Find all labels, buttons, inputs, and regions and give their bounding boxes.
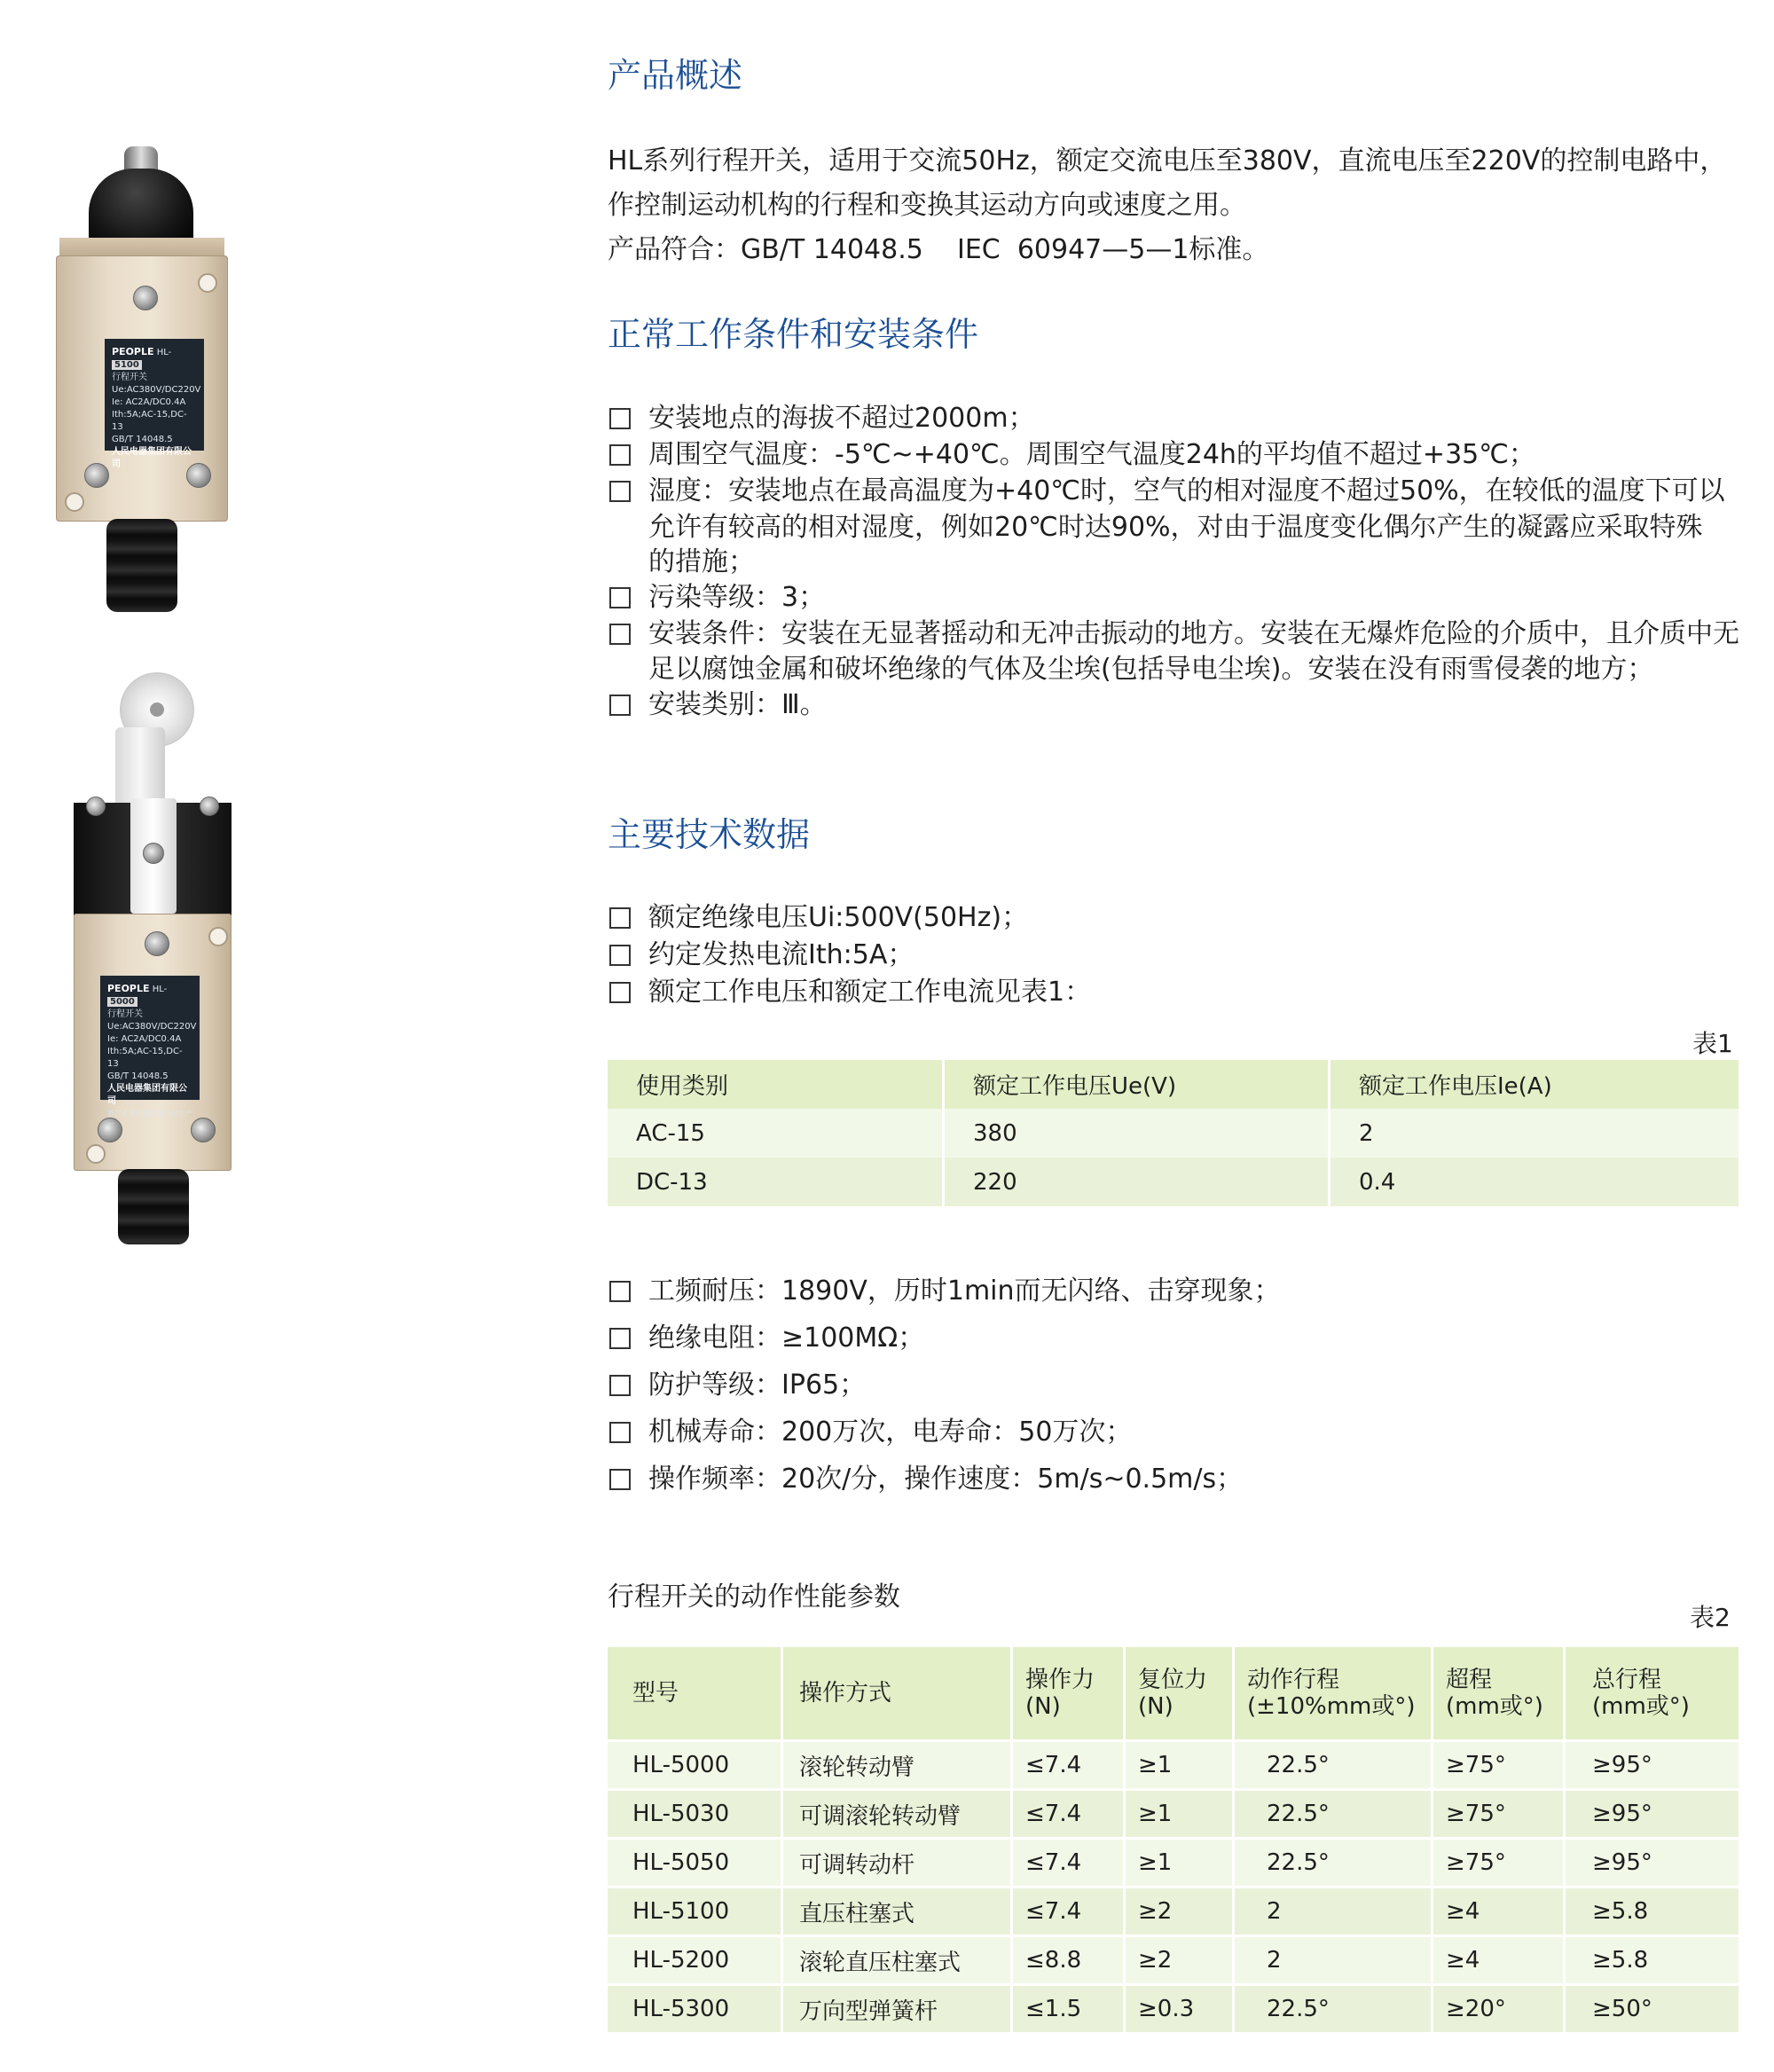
table-cell: ≤7.4 <box>1012 1839 1125 1888</box>
nameplate-line: Ie: AC2A/DC0.4A <box>107 1034 182 1044</box>
table-cell: ≤8.8 <box>1012 1936 1125 1985</box>
condition-text: 安装类别：Ⅲ。 <box>648 689 827 720</box>
condition-text: 的措施； <box>648 546 755 577</box>
table-cell: 22.5° <box>1234 1741 1433 1790</box>
checkbox-bullet <box>609 587 631 608</box>
table-cell: 22.5° <box>1234 1839 1433 1888</box>
condition-text: 允许有较高的相对湿度，例如20℃时达90%，对由于温度变化偶尔产生的凝露应采取特殊 <box>648 512 1703 543</box>
tech-item <box>608 900 1028 936</box>
tech-text: 额定绝缘电压Ui:500V(50Hz)； <box>648 902 1029 933</box>
table-cell: 可调转动杆 <box>782 1839 1012 1888</box>
table-cell: ≥20° <box>1433 1985 1565 2034</box>
header-text: 动作行程 <box>1247 1667 1340 1693</box>
table-header-row <box>608 1060 1739 1109</box>
table-cell: 2 <box>1234 1888 1433 1936</box>
header-text: 操作方式 <box>799 1680 892 1707</box>
table-cell: ≥95° <box>1565 1839 1739 1888</box>
product-image-hl-5000 <box>67 674 244 1251</box>
table-cell: ≥2 <box>1125 1936 1234 1985</box>
header-unit: (N) <box>1025 1693 1061 1720</box>
arm-screw <box>143 843 164 864</box>
table-cell: 2 <box>1330 1109 1739 1158</box>
table-cell: AC-15 <box>608 1109 944 1158</box>
table2-caption: 行程开关的动作性能参数 <box>608 1581 900 1613</box>
table-cell: ≥0.3 <box>1125 1985 1234 2034</box>
table-cell: 滚轮直压柱塞式 <box>782 1936 1012 1985</box>
tech-text: 约定发热电流Ith:5A； <box>648 939 914 970</box>
table-header-cell <box>1125 1647 1234 1741</box>
table-cell: 直压柱塞式 <box>782 1888 1012 1936</box>
checkbox-bullet <box>609 444 631 466</box>
table2-body <box>608 1741 1739 2034</box>
header-text: 操作力 <box>1025 1667 1095 1693</box>
nameplate-line: 行程开关 <box>112 373 147 382</box>
nameplate-line: Ue:AC380V/DC220V <box>112 385 201 395</box>
table-cell: HL-5100 <box>608 1888 782 1936</box>
table-cell: 万向型弹簧杆 <box>782 1985 1012 2034</box>
mount-hole <box>208 927 228 946</box>
table-header-cell <box>782 1647 1012 1741</box>
table-row <box>608 1158 1739 1206</box>
table-cell: ≥75° <box>1433 1790 1565 1839</box>
condition-item <box>608 401 1035 436</box>
table-cell: ≥50° <box>1565 1985 1739 2034</box>
nameplate <box>100 976 200 1130</box>
table1-label: 表1 <box>1692 1029 1733 1058</box>
section-title-overview: 产品概述 <box>608 56 743 95</box>
header-unit: (mm或°) <box>1592 1693 1690 1720</box>
checkbox-bullet <box>609 695 631 716</box>
header-text: 总行程 <box>1592 1667 1662 1693</box>
nameplate-line: 浙江人民电器有限公司生产厂 <box>107 1110 192 1130</box>
table1 <box>608 1060 1739 1206</box>
table-cell: ≥1 <box>1125 1839 1234 1888</box>
table-cell: HL-5000 <box>608 1741 782 1790</box>
mount-hole <box>198 273 217 293</box>
tech-item <box>608 1274 1281 1309</box>
table-cell: ≥4 <box>1433 1888 1565 1936</box>
mount-hole <box>86 1144 106 1164</box>
table-cell: ≥1 <box>1125 1790 1234 1839</box>
table-cell: ≤7.4 <box>1012 1741 1125 1790</box>
table-row <box>608 1936 1739 1985</box>
condition-text: 足以腐蚀金属和破坏绝缘的气体及尘埃(包括导电尘埃)。安装在没有雨雪侵袭的地方； <box>648 654 1654 685</box>
checkbox-bullet <box>609 1422 631 1443</box>
nameplate-line: 人民电器集团有限公司 <box>107 1084 187 1106</box>
overview-line: HL系列行程开关，适用于交流50Hz，额定交流电压至380V，直流电压至220V的控制电路中， <box>608 145 1727 177</box>
table-cell: 22.5° <box>1234 1985 1433 2034</box>
tech-item <box>608 1415 1132 1450</box>
table-cell: HL-5030 <box>608 1790 782 1839</box>
tech-item <box>608 1368 866 1403</box>
nameplate-brand: PEOPLE <box>107 983 150 994</box>
table2 <box>608 1647 1739 2035</box>
tech-item <box>608 1462 1243 1497</box>
table-cell: DC-13 <box>608 1158 944 1206</box>
mount-hole <box>65 492 84 512</box>
product-image-hl-5100 <box>49 142 235 612</box>
checkbox-bullet <box>609 408 631 429</box>
table-header-cell <box>1012 1647 1125 1741</box>
nameplate-model: 5100 <box>112 360 142 370</box>
roller-axle <box>150 702 164 717</box>
table-header-cell: 额定工作电压Ue(V) <box>944 1060 1330 1109</box>
checkbox-bullet <box>609 1375 631 1396</box>
table-cell: ≥5.8 <box>1565 1936 1739 1985</box>
nameplate-line: 行程开关 <box>107 1009 143 1019</box>
condition-text: 安装条件：安装在无显著摇动和无冲击振动的地方。安装在无爆炸危险的介质中，且介质中无 <box>648 618 1739 649</box>
table-cell: ≥5.8 <box>1565 1888 1739 1936</box>
table-cell: 380 <box>944 1109 1330 1158</box>
head-screw <box>200 797 219 816</box>
condition-text: 污染等级：3； <box>648 582 826 613</box>
table-cell: 22.5° <box>1234 1790 1433 1839</box>
table-row <box>608 1109 1739 1158</box>
condition-text: 周围空气温度：-5℃~+40℃。周围空气温度24h的平均值不超过+35℃； <box>648 439 1535 470</box>
head-screw <box>86 797 106 816</box>
nameplate-line: 人民电器集团有限公司 <box>112 447 192 469</box>
table-header-cell: 额定工作电压Ie(A) <box>1330 1060 1739 1109</box>
table-row <box>608 1888 1739 1936</box>
table-cell: ≥75° <box>1433 1741 1565 1790</box>
table-cell: 0.4 <box>1330 1158 1739 1206</box>
tech-item <box>608 938 914 973</box>
table-cell: ≥95° <box>1565 1741 1739 1790</box>
nameplate-line: GB/T 14048.5 <box>107 1071 169 1081</box>
table-cell: HL-5300 <box>608 1985 782 2034</box>
table-cell: HL-5200 <box>608 1936 782 1985</box>
condition-item-continued <box>608 652 1653 687</box>
table-cell: ≥95° <box>1565 1790 1739 1839</box>
checkbox-bullet <box>609 982 631 1003</box>
table-header-cell: 使用类别 <box>608 1060 944 1109</box>
nameplate-line: Ue:AC380V/DC220V <box>107 1022 197 1032</box>
table-row <box>608 1985 1739 2034</box>
nameplate-line: Ith:5A;AC-15,DC-13 <box>107 1047 183 1069</box>
screw <box>84 463 109 488</box>
section-title-tech: 主要技术数据 <box>608 815 811 854</box>
nameplate-line: Ith:5A;AC-15,DC-13 <box>112 410 187 432</box>
tech-text: 工频耐压：1890V，历时1min而无闪络、击穿现象； <box>648 1275 1281 1307</box>
table-cell: ≥4 <box>1433 1936 1565 1985</box>
table-header-cell <box>608 1647 782 1741</box>
table-cell: ≤1.5 <box>1012 1985 1125 2034</box>
header-text: 复位力 <box>1138 1667 1208 1693</box>
nameplate-brand: PEOPLE <box>112 346 154 357</box>
rubber-dome <box>89 169 193 248</box>
nameplate-model-prefix: HL- <box>152 985 168 994</box>
nameplate-line: Ie: AC2A/DC0.4A <box>112 397 186 407</box>
table-header-row <box>608 1647 1739 1741</box>
tech-text: 操作频率：20次/分，操作速度：5m/s~0.5m/s； <box>648 1464 1244 1495</box>
table-cell: ≤7.4 <box>1012 1790 1125 1839</box>
screw <box>191 1118 216 1142</box>
header-text: 型号 <box>632 1680 679 1707</box>
checkbox-bullet <box>609 907 631 929</box>
section-title-conditions: 正常工作条件和安装条件 <box>608 315 979 354</box>
table-row <box>608 1741 1739 1790</box>
table-cell: ≥2 <box>1125 1888 1234 1936</box>
table-header-cell <box>1234 1647 1433 1741</box>
tech-text: 绝缘电阻：≥100MΩ； <box>648 1322 925 1354</box>
tech-item <box>608 975 1091 1010</box>
condition-item <box>608 580 825 616</box>
table-cell: 220 <box>944 1158 1330 1206</box>
tech-text: 额定工作电压和额定工作电流见表1： <box>648 977 1092 1008</box>
table-cell: ≥1 <box>1125 1741 1234 1790</box>
condition-item <box>608 687 827 723</box>
tech-text: 机械寿命：200万次，电寿命：50万次； <box>648 1417 1133 1448</box>
table-cell: ≥75° <box>1433 1839 1565 1888</box>
condition-item-continued <box>608 510 1703 545</box>
header-unit: (mm或°) <box>1446 1693 1543 1720</box>
tech-item <box>608 1321 924 1356</box>
header-unit: (±10%mm或°) <box>1247 1693 1416 1720</box>
checkbox-bullet <box>609 1328 631 1349</box>
table-header-cell <box>1565 1647 1739 1741</box>
checkbox-bullet <box>609 624 631 645</box>
table-cell: 可调滚轮转动臂 <box>782 1790 1012 1839</box>
checkbox-bullet <box>609 1469 631 1490</box>
table-row <box>608 1790 1739 1839</box>
nameplate-model-prefix: HL- <box>156 348 172 357</box>
checkbox-bullet <box>609 1281 631 1302</box>
nameplate-line: GB/T 14048.5 <box>112 435 173 444</box>
overview-line: 作控制运动机构的行程和变换其运动方向或速度之用。 <box>608 190 1246 221</box>
condition-item-continued <box>608 545 755 580</box>
condition-text: 湿度：安装地点在最高温度为+40℃时，空气的相对湿度不超过50%，在较低的温度下可以 <box>648 475 1725 506</box>
condition-item <box>608 616 1739 652</box>
table-row <box>608 1839 1739 1888</box>
condition-text: 安装地点的海拔不超过2000m； <box>648 403 1035 434</box>
table2-label: 表2 <box>1690 1603 1731 1632</box>
overview-line: 产品符合：GB/T 14048.5 IEC 60947—5—1标准。 <box>608 234 1269 265</box>
cable-gland <box>106 519 177 612</box>
nameplate-model: 5000 <box>107 997 137 1007</box>
cable-gland <box>118 1169 189 1244</box>
condition-item <box>608 474 1725 509</box>
condition-item <box>608 437 1535 473</box>
table-cell: 滚轮转动臂 <box>782 1741 1012 1790</box>
table-cell: ≤7.4 <box>1012 1888 1125 1936</box>
overview-text <box>608 139 1752 272</box>
header-text: 超程 <box>1446 1667 1493 1693</box>
nameplate <box>105 339 204 469</box>
header-unit: (N) <box>1138 1693 1174 1720</box>
screw <box>145 931 169 956</box>
table-header-cell <box>1433 1647 1565 1741</box>
tech-text: 防护等级：IP65； <box>648 1370 867 1401</box>
table-cell: 2 <box>1234 1936 1433 1985</box>
screw <box>133 286 158 310</box>
checkbox-bullet <box>609 481 631 502</box>
checkbox-bullet <box>609 945 631 966</box>
table-cell: HL-5050 <box>608 1839 782 1888</box>
